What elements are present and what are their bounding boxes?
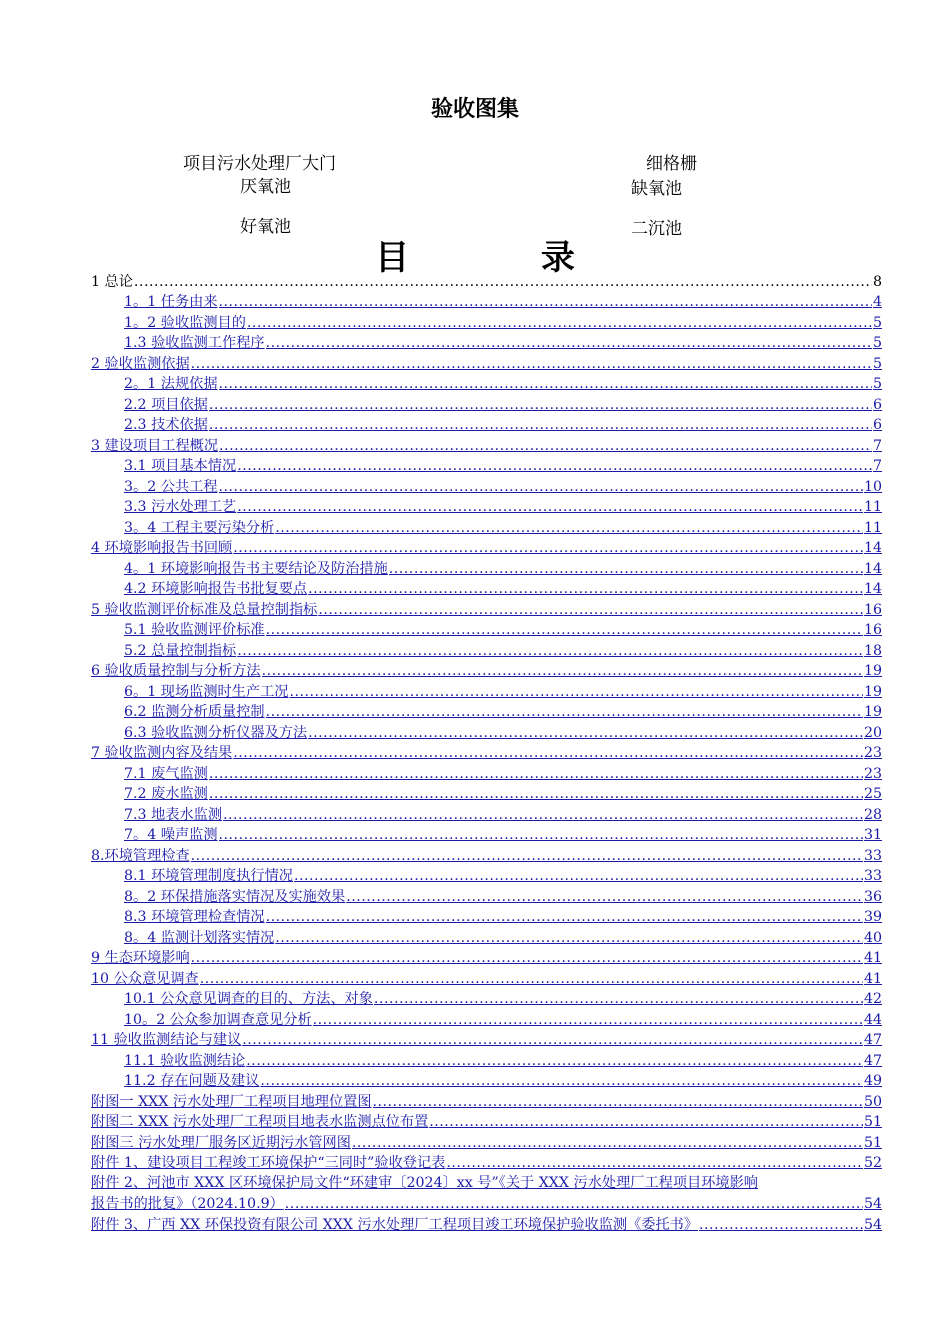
toc-entry-text: 5 验收监测评价标准及总量控制指标 [91,601,318,618]
toc-entry[interactable] [91,1091,882,1112]
toc-leader-dots [237,456,872,476]
toc-entry[interactable] [91,415,882,436]
toc-leader-dots [219,825,863,845]
toc-entry[interactable] [91,804,882,825]
toc-entry-text: 11.1 验收监测结论 [124,1052,246,1069]
toc-entry-text: 11.2 存在问题及建议 [124,1073,260,1089]
toc-page-number: 16 [863,601,882,618]
toc-entry-text: 6.2 监测分析质量控制 [124,704,265,720]
toc-entry[interactable] [91,948,882,969]
toc-entry-text: 9 生态环境影响 [91,950,190,966]
toc-entry-text: 8。4 监测计划落实情况 [124,929,275,946]
toc-page-number: 42 [863,991,882,1007]
toc-leader-dots [233,538,863,558]
toc-entry[interactable] [91,784,882,805]
toc-leader-dots [289,682,862,702]
toc-page-number: 41 [863,970,882,987]
toc-entry-text: 3 建设项目工程概况 [91,437,219,454]
toc-page-number: 19 [863,704,882,720]
toc-entry[interactable] [91,538,882,559]
toc-page-number: 25 [863,786,882,802]
toc-entry-text: 5.2 总量控制指标 [124,642,237,659]
toc-leader-dots [237,497,863,517]
toc-entry[interactable] [91,374,882,395]
toc-page-number: 19 [863,663,882,679]
toc-leader-dots [242,1030,863,1050]
toc-leader-dots [275,928,863,948]
toc-entry-text: 4。1 环境影响报告书主要结论及防治措施 [124,560,388,577]
toc-leader-dots [389,559,863,579]
toc-leader-dots [429,1112,863,1132]
toc-page-number: 18 [863,642,882,659]
toc-entry-text: 3.3 污水处理工艺 [124,499,237,515]
toc-page-number: 54 [863,1216,882,1233]
toc-leader-dots [260,1071,863,1091]
toc-entry[interactable] [91,989,882,1010]
toc-entry-text: 7 验收监测内容及结果 [91,745,233,761]
toc-page-number: 5 [872,314,882,331]
toc-entry-text: 4.2 环境影响报告书批复要点 [124,581,308,597]
caption-fine-screen: 细格栅 [646,154,697,174]
toc-page-number: 36 [863,888,882,905]
toc-entry-text: 11 验收监测结论与建议 [91,1032,242,1048]
toc-entry-text: 8.环境管理检查 [91,847,190,864]
toc-entry-text: 6 验收质量控制与分析方法 [91,663,261,679]
toc-page-number: 52 [863,1155,882,1171]
toc-leader-dots [308,723,863,743]
toc-entry-text: 6。1 现场监测时生产工况 [124,683,289,700]
caption-secondary-clarifier: 二沉池 [631,219,682,239]
toc-page-number: 4 [872,294,882,310]
toc-page-number: 39 [863,909,882,925]
toc-leader-dots [699,1215,863,1235]
toc-leader-dots [308,579,863,599]
toc-page-number: 5 [872,376,882,392]
caption-aerobic-tank: 好氧池 [240,217,291,237]
toc-entry[interactable] [91,845,882,866]
toc-leader-dots [209,784,863,804]
toc-entry[interactable] [91,497,882,518]
toc-leader-dots [191,846,863,866]
toc-leader-dots [352,1133,863,1153]
toc-leader-dots [219,477,863,497]
toc-entry-text: 2 验收监测依据 [91,355,190,372]
toc-entry-text: 附件 3、广西 XX 环保投资有限公司 XXX 污水处理厂工程项目竣工环境保护验收监测《委托书》 [91,1216,699,1233]
toc-entry-text: 10。2 公众参加调查意见分析 [124,1011,312,1028]
toc-leader-dots [209,395,872,415]
toc-entry[interactable] [91,599,882,620]
toc-entry[interactable] [91,1050,882,1071]
toc-leader-dots [266,333,872,353]
toc-leader-dots [200,969,863,989]
toc-page-number: 50 [863,1093,882,1110]
toc-page-number: 19 [863,683,882,700]
toc-entry[interactable] [91,968,882,989]
toc-entry[interactable] [91,661,882,682]
toc-entry-attachment-2[interactable] [91,1173,882,1214]
toc-page-number: 6 [872,396,882,413]
toc-entry[interactable] [91,1153,882,1174]
toc-leader-dots [313,1010,863,1030]
toc-leader-dots [266,620,863,640]
toc-entry[interactable] [91,476,882,497]
toc-entry-text: 1.3 验收监测工作程序 [124,335,265,351]
toc-entry-text: 3。4 工程主要污染分析 [124,519,275,536]
toc-leader-dots [373,1092,863,1112]
toc-entry-text: 附图二 XXX 污水处理厂工程项目地表水监测点位布置 [91,1114,429,1130]
toc-leader-dots [346,887,863,907]
toc-page-number: 23 [863,765,882,782]
toc-page-number: 31 [863,827,882,843]
toc-page-number: 11 [863,519,882,536]
atlas-title: 验收图集 [430,97,519,122]
toc-entry-text: 1。2 验收监测目的 [124,314,246,331]
toc-page-number: 49 [863,1073,882,1089]
toc-leader-dots [219,374,872,394]
toc-entry-text: 5.1 验收监测评价标准 [124,622,265,638]
toc-entry-text: 6.3 验收监测分析仪器及方法 [124,724,308,741]
toc-page-number: 16 [863,622,882,638]
toc-entry[interactable] [91,1132,882,1153]
toc-entry-text: 7.2 废水监测 [124,786,208,802]
toc-entry[interactable] [91,558,882,579]
toc-leader-dots [209,415,872,435]
toc-entry [91,271,882,292]
toc-entry[interactable] [91,825,882,846]
toc-entry[interactable] [91,1030,882,1051]
toc-entry[interactable] [91,640,882,661]
toc-entry-text: 7。4 噪声监测 [124,827,218,843]
toc-leader-dots [294,866,863,886]
toc-page-number: 10 [863,478,882,495]
toc-entry-text: 3。2 公共工程 [124,478,218,495]
toc-leader-dots [209,764,863,784]
caption-gate: 项目污水处理厂大门 [183,154,336,174]
toc-page-number: 51 [863,1114,882,1130]
toc-page-number: 5 [872,335,882,351]
toc-entry-text: 2.2 项目依据 [124,396,208,413]
toc-entry[interactable] [91,1009,882,1030]
toc-page-number: 7 [872,458,882,474]
toc-page-number: 14 [863,540,882,556]
toc-leader-dots [219,292,872,312]
toc-entry[interactable] [91,886,882,907]
toc-page-number: 47 [863,1052,882,1069]
toc-page-number: 8 [872,273,882,290]
toc-entry[interactable] [91,1071,882,1092]
toc-page-number: 20 [863,724,882,741]
toc-page-number: 41 [863,950,882,966]
toc-leader-dots [285,1194,863,1215]
toc-leader-dots [374,989,863,1009]
toc-entry[interactable] [91,1112,882,1133]
toc-entry[interactable] [91,620,882,641]
toc-entry-text: 10.1 公众意见调查的目的、方法、对象 [124,991,373,1007]
toc-entry-text: 8.1 环境管理制度执行情况 [124,868,293,884]
toc-page-number: 33 [863,847,882,864]
toc-leader-dots [247,313,872,333]
toc-entry[interactable] [91,702,882,723]
toc-page-number: 47 [863,1032,882,1048]
toc-page-number: 7 [872,437,882,454]
caption-anaerobic-tank: 厌氧池 [240,177,291,197]
toc-leader-dots [446,1153,863,1173]
toc-entry[interactable] [91,435,882,456]
toc-entry-attachment-3[interactable] [91,1214,882,1235]
toc-entry-text: 4 环境影响报告书回顾 [91,540,233,556]
toc-page-number: 5 [872,355,882,372]
toc-page-number: 51 [863,1134,882,1151]
toc-entry[interactable] [91,907,882,928]
toc-page-number: 14 [863,560,882,577]
toc-entry[interactable] [91,722,882,743]
toc-entry-text: 1 总论 [91,273,133,290]
toc-entry[interactable] [91,312,882,333]
toc-entry-text: 8.3 环境管理检查情况 [124,909,265,925]
toc-entry-text: 附图一 XXX 污水处理厂工程项目地理位置图 [91,1093,372,1110]
toc-entry[interactable] [91,866,882,887]
toc-entry[interactable] [91,333,882,354]
toc-leader-dots [223,805,863,825]
toc-leader-dots [233,743,863,763]
toc-leader-dots [318,600,863,620]
toc-entry-text: 7.1 废气监测 [124,765,208,782]
toc-leader-dots [246,1051,863,1071]
toc-entry[interactable] [91,927,882,948]
toc-entry-text: 3.1 项目基本情况 [124,458,237,474]
toc-entry-text: 附件 2、河池市 XXX 区环境保护局文件“环建审〔2024〕xx 号”《关于 XXX 污水处理厂工程项目环境影响 [91,1175,758,1191]
toc-leader-dots [237,641,863,661]
toc-entry[interactable] [91,763,882,784]
toc-entry[interactable] [91,681,882,702]
toc-entry[interactable] [91,394,882,415]
toc-leader-dots [266,907,863,927]
toc-entry-text: 1。1 任务由来 [124,294,218,310]
toc-leader-dots [275,518,863,538]
toc-entry[interactable] [91,743,882,764]
toc-entry-text: 7.3 地表水监测 [124,806,223,823]
toc-entry-text: 报告书的批复》（2024.10.9） [91,1195,284,1212]
toc-entry-text: 10 公众意见调查 [91,970,199,987]
toc-leader-dots [262,661,863,681]
toc-page-number: 11 [863,499,882,515]
caption-anoxic-tank: 缺氧池 [631,179,682,199]
toc-entry-text: 8。2 环保措施落实情况及实施效果 [124,888,346,905]
toc-page-number: 6 [872,417,882,433]
toc-entry[interactable] [91,517,882,538]
toc-entry[interactable] [91,353,882,374]
toc-entry-text: 2.3 技术依据 [124,417,208,433]
toc-entry-text: 附件 1、建设项目工程竣工环境保护“三同时”验收登记表 [91,1155,446,1171]
toc-leader-dots [191,354,872,374]
toc-title: 目 录 [375,238,635,278]
toc-page-number: 14 [863,581,882,597]
toc-entry-text: 2。1 法规依据 [124,376,218,392]
toc-leader-dots [191,948,863,968]
toc-entry-text: 附图三 污水处理厂服务区近期污水管网图 [91,1134,351,1151]
table-of-contents [91,271,882,1235]
toc-entry[interactable] [91,579,882,600]
toc-entry[interactable] [91,292,882,313]
toc-leader-dots [134,272,872,292]
toc-entry[interactable] [91,456,882,477]
toc-page-number: 44 [863,1011,882,1028]
toc-page-number: 40 [863,929,882,946]
toc-page-number: 28 [863,806,882,823]
toc-page-number: 54 [863,1195,882,1212]
toc-page-number: 23 [863,745,882,761]
toc-leader-dots [266,702,863,722]
toc-page-number: 33 [863,868,882,884]
toc-leader-dots [219,436,872,456]
